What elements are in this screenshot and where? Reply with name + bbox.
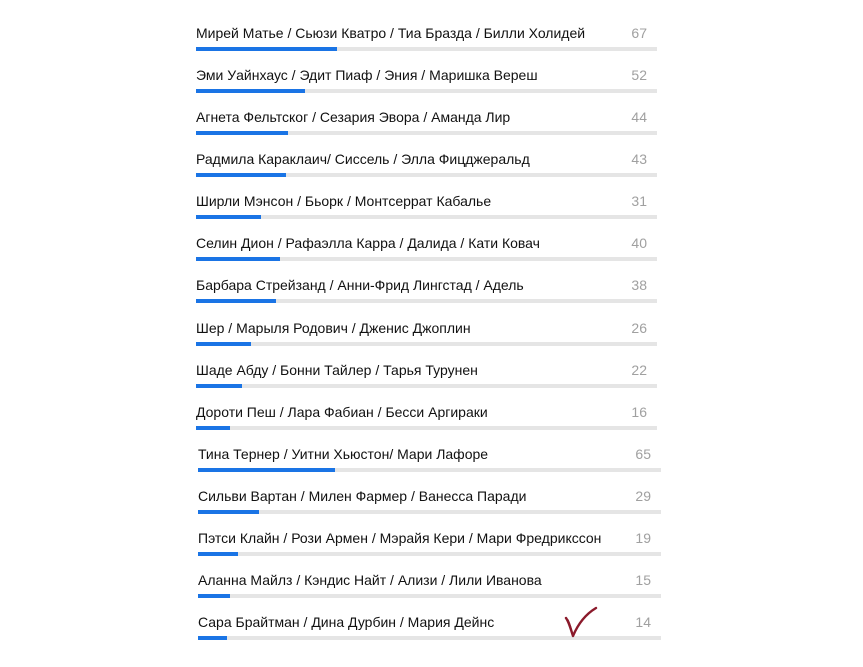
option-label: Пэтси Клайн / Рози Армен / Мэрайя Кери / Мари Фредрикссон <box>198 529 602 546</box>
progress-bar-track <box>196 47 657 51</box>
option-label: Тина Тернер / Уитни Хьюстон/ Мари Лафоре <box>198 445 489 462</box>
option-label: Сильви Вартан / Милен Фармер / Ванесса Паради <box>198 487 527 504</box>
progress-bar-track <box>198 510 661 514</box>
option-label: Агнета Фельтског / Сезария Эвора / Аманда Лир <box>196 109 511 126</box>
option-label: Сара Брайтман / Дина Дурбин / Мария Дейнс <box>198 614 495 630</box>
progress-bar-fill <box>196 47 337 51</box>
progress-bar-fill <box>198 636 227 640</box>
option-label: Дороти Пеш / Лара Фабиан / Бесси Аргираки <box>196 403 488 420</box>
option-label: Барбара Стрейзанд / Анни-Фрид Лингстад / Адель <box>196 277 524 294</box>
vote-count: 29 <box>635 487 651 504</box>
progress-bar-fill <box>196 426 230 430</box>
poll-option-row[interactable] <box>196 234 657 264</box>
poll-option-row[interactable] <box>196 150 657 180</box>
progress-bar-fill <box>196 215 261 219</box>
progress-bar-fill <box>196 89 305 93</box>
poll-option-row[interactable] <box>196 192 657 222</box>
progress-bar-fill <box>196 299 276 303</box>
progress-bar-fill <box>198 468 335 472</box>
vote-count: 15 <box>635 571 651 588</box>
vote-count: 67 <box>631 25 647 41</box>
vote-count: 43 <box>631 151 647 168</box>
option-label: Ширли Мэнсон / Бьорк / Монтсеррат Кабалье <box>196 193 492 210</box>
progress-bar-fill <box>198 552 238 556</box>
checkmark-icon <box>560 604 600 640</box>
poll-option-row[interactable] <box>196 319 657 349</box>
poll-option-row[interactable] <box>196 361 657 391</box>
progress-bar-track <box>196 257 657 261</box>
option-label: Шаде Абду / Бонни Тайлер / Тарья Турунен <box>196 361 478 378</box>
option-label: Аланна Майлз / Кэндис Найт / Ализи / Лили Иванова <box>198 571 542 588</box>
progress-bar-fill <box>196 342 251 346</box>
poll-option-row[interactable] <box>198 445 661 475</box>
progress-bar-fill <box>196 173 286 177</box>
option-label: Мирей Матье / Сьюзи Кватро / Тиа Бразда / Билли Холидей <box>196 25 586 41</box>
option-label: Шер / Марыля Родович / Дженис Джоплин <box>196 319 471 336</box>
progress-bar-track <box>198 468 661 472</box>
progress-bar-track <box>196 342 657 346</box>
progress-bar-track <box>198 552 661 556</box>
progress-bar-track <box>196 131 657 135</box>
poll-option-row[interactable] <box>196 108 657 138</box>
vote-count: 14 <box>635 614 651 630</box>
vote-count: 40 <box>631 235 647 252</box>
progress-bar-track <box>196 426 657 430</box>
poll-option-row[interactable] <box>198 487 661 517</box>
vote-count: 44 <box>631 109 647 126</box>
vote-count: 19 <box>635 529 651 546</box>
progress-bar-track <box>196 89 657 93</box>
poll-option-row[interactable] <box>196 66 657 96</box>
poll-option-row[interactable] <box>196 24 657 54</box>
vote-count: 26 <box>631 319 647 336</box>
poll-option-row[interactable] <box>196 276 657 306</box>
option-label: Селин Дион / Рафаэлла Карра / Далида / Кати Ковач <box>196 235 540 252</box>
progress-bar-fill <box>198 510 259 514</box>
vote-count: 22 <box>631 361 647 378</box>
vote-count: 31 <box>631 193 647 210</box>
vote-count: 16 <box>631 403 647 420</box>
progress-bar-track <box>196 173 657 177</box>
progress-bar-track <box>196 384 657 388</box>
progress-bar-fill <box>196 257 280 261</box>
progress-bar-fill <box>198 594 230 598</box>
poll-option-row[interactable] <box>198 571 661 601</box>
poll-option-row[interactable] <box>198 529 661 559</box>
poll-option-row[interactable] <box>196 403 657 433</box>
vote-count: 52 <box>631 67 647 84</box>
vote-count: 65 <box>635 445 651 462</box>
option-label: Эми Уайнхаус / Эдит Пиаф / Эния / Маришка Вереш <box>196 67 538 84</box>
vote-count: 38 <box>631 277 647 294</box>
progress-bar-track <box>198 594 661 598</box>
progress-bar-track <box>196 215 657 219</box>
progress-bar-fill <box>196 384 242 388</box>
progress-bar-track <box>196 299 657 303</box>
progress-bar-fill <box>196 131 288 135</box>
option-label: Радмила Караклаич/ Сиссель / Элла Фицджеральд <box>196 151 530 168</box>
